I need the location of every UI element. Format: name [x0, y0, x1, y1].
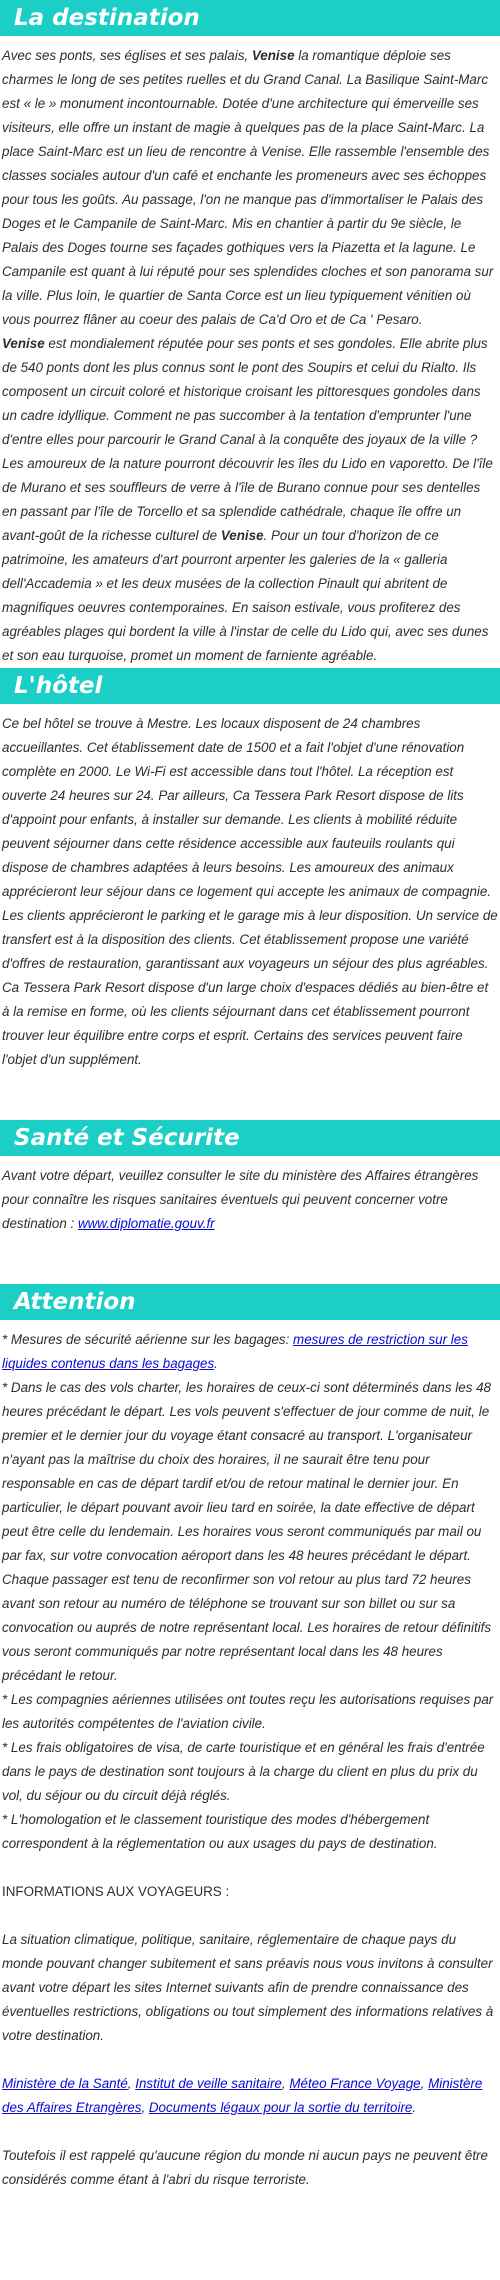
text: .	[412, 2100, 417, 2115]
hotel-paragraph: Ce bel hôtel se trouve à Mestre. Les locaux disposent de 24 chambres accueillantes. Cet établissement date de 1500 et a fait l'objet d'une rénovation complète en 2000. Le Wi-Fi est accessible dans tout l'hôtel. La réception est ouverte 24 heures sur 24. Par ailleurs, Ca Tessera Park Resort dispose de lits d'appoint pour enfants, à installer sur demande. Les clients à mobilité réduite peuvent séjourner dans cette résidence accessible aux fauteuils roulants qui dispose de chambres adaptées à leurs besoins. Les amoureux des animaux apprécieront leur séjour dans ce logement qui accepte les animaux de compagnie. Les clients apprécieront le parking et le garage mis à leur disposition. Un service de transfert est à la disposition des clients. Cet établissement propose une variété d'offres de restauration, garantissant aux voyageurs un séjour des plus agréables. Ca Tessera Park Resort dispose d'un large choix d'espaces dédiés au bien-être et à la remise en forme, où les clients séjournant dans cet établissement pourront trouver leur équilibre entre corps et esprit. Certains des services peuvent faire l'objet d'un supplément.	[2, 716, 498, 1067]
final-paragraph: Toutefois il est rappelé qu'aucune région du monde ni aucun pays ne peuvent être considérés comme étant à l'abri du risque terroriste.	[2, 2148, 488, 2187]
liquid-restrictions-link[interactable]: mesures de restriction sur les liquides contenus dans les bagages	[2, 1332, 468, 1371]
destination-paragraph-1	[0, 44, 500, 332]
text: Les amoureux de la nature pourront découvrir les îles du Lido en vaporetto. De l'île de Murano et ses souffleurs de verre à l'île de Burano connue pour ses dentelles en passant par l'île de Torcello et sa splendide cathédrale, chaque île offre un avant-goût de la richesse culturel de	[2, 456, 493, 543]
section-header-sante: Santé et Sécurite	[0, 1120, 500, 1156]
destination-paragraph-2	[0, 332, 500, 452]
attention-paragraph-4: * Les frais obligatoires de visa, de carte touristique et en général les frais d'entrée dans le pays de destination sont toujours à la charge du client en plus du prix du vol, du séjour ou du circuit déjà réglés.	[2, 1740, 485, 1803]
text: .	[214, 1356, 218, 1371]
link-ministere-sante[interactable]: Ministère de la Santé	[2, 2076, 128, 2091]
link-documents-legaux[interactable]: Documents légaux pour la sortie du territoire	[148, 2100, 413, 2115]
attention-paragraph-1	[0, 1328, 500, 1376]
destination-paragraph-3	[0, 452, 500, 668]
diplomatie-link[interactable]: www.diplomatie.gouv.fr	[77, 1216, 215, 1231]
info-title: INFORMATIONS AUX VOYAGEURS :	[2, 1884, 230, 1899]
text: Avant votre départ, veuillez consulter le site du ministère des Affaires étrangères pour connaître les risques sanitaires éventuels qui peuvent concerner votre destination :	[2, 1168, 479, 1231]
section-header-hotel: L'hôtel	[0, 668, 500, 704]
text: est mondialement réputée pour ses ponts et ses gondoles. Elle abrite plus de 540 ponts dont les plus connus sont le pont des Soupirs et celui du Rialto. Ils composent un circuit coloré et historique croisant les pittoresques gondoles dans un cadre idyllique. Comment ne pas succomber à la tentation d'emprunter l'une d'entre elles pour parcourir le Grand Canal à la conquête des joyaux de la ville ?	[2, 336, 488, 447]
link-ministere-affaires-etrangeres[interactable]: Ministère des Affaires Etrangères	[2, 2076, 483, 2115]
attention-paragraph-3: * Les compagnies aériennes utilisées ont toutes reçu les autorisations requises par les autorités compétentes de l'aviation civile.	[2, 1692, 494, 1731]
info-paragraph: La situation climatique, politique, sanitaire, réglementaire de chaque pays du monde pouvant changer subitement et sans préavis nous vous invitons à consulter avant votre départ les sites Internet suivants afin de prendre connaissance des éventuelles restrictions, obligations ou tout simplement des informations relatives à votre destination.	[2, 1932, 494, 2043]
link-institut-veille[interactable]: Institut de veille sanitaire	[135, 2076, 282, 2091]
link-meteo-france[interactable]: Méteo France Voyage	[289, 2076, 421, 2091]
text: . Pour un tour d'horizon de ce patrimoine, les amateurs d'art pourront arpenter les galeries de la « galleria dell'Accademia » et les deux musées de la collection Pinault qui abritent de magnifiques oeuvres contemporaines. En saison estivale, vous profiterez des agréables plages qui bordent la ville à l'instar de celle du Lido qui, avec ses dunes et son eau turquoise, promet un moment de farniente agréable.	[2, 528, 489, 663]
attention-paragraph-5: * L'homologation et le classement touristique des modes d'hébergement correspondent à la réglementation ou aux usages du pays de destination.	[2, 1812, 438, 1851]
attention-paragraph-2: * Dans le cas des vols charter, les horaires de ceux-ci sont déterminés dans les 48 heures précédant le départ. Les vols peuvent s'effectuer de jour comme de nuit, le premier et le dernier jour du voyage étant consacré au transport. L'organisateur n'ayant pas la maîtrise du choix des horaires, il ne saurait être tenu pour responsable en cas de départ tardif et/ou de retour matinal le dernier jour. En particulier, le départ pouvant avoir lieu tard en soirée, la date effective de départ peut être celle du lendemain. Les horaires vous seront communiqués par mail ou par fax, sur votre convocation aéroport dans les 48 heures précédant le départ. Chaque passager est tenu de reconfirmer son vol retour au plus tard 72 heures avant son retour au numéro de téléphone se trouvant sur son billet ou sur sa convocation ou auprés de notre représentant local. Les horaires de retour définitifs vous seront communiqués par notre représentant local dans les 48 heures précédant le retour.	[2, 1380, 492, 1683]
info-links: Ministère de la Santé, Institut de veille sanitaire, Méteo France Voyage, Ministère des Affaires Etrangères, Documents légaux pour la sortie du territoire.	[2, 2076, 483, 2115]
text: Avec ses ponts, ses églises et ses palais,	[2, 48, 252, 63]
text: la romantique déploie ses charmes le long de ses petites ruelles et du Grand Canal. La Basilique Saint-Marc est « le » monument incontournable. Dotée d'une architecture qui émerveille ses visiteurs, elle offre un instant de magie à quelques pas de la place Saint-Marc. La place Saint-Marc est un lieu de rencontre à Venise. Elle rassemble l'ensemble des classes sociales autour d'un café et enchante les promeneurs avec ses échoppes pour tous les goûts. Au passage, l'on ne manque pas d'immortaliser le Palais des Doges et le Campanile de Saint-Marc. Mis en chantier à partir du 9e siècle, le Palais des Doges tourne ses façades gothiques vers la Piazetta et la lagune. Le Campanile est quant à lui réputé pour ses splendides cloches et son panorama sur la ville. Plus loin, le quartier de Santa Corce est un lieu typiquement vénitien où vous pourrez flâner au coeur des palais de Ca'd Oro et de Ca ' Pesaro.	[2, 48, 494, 327]
section-header-destination: La destination	[0, 0, 500, 36]
venise-bold: Venise	[251, 48, 295, 63]
section-header-attention: Attention	[0, 1284, 500, 1320]
venise-bold: Venise	[220, 528, 264, 543]
venise-bold: Venise	[2, 336, 45, 351]
sante-paragraph	[0, 1164, 500, 1236]
text: * Mesures de sécurité aérienne sur les bagages:	[2, 1332, 294, 1347]
